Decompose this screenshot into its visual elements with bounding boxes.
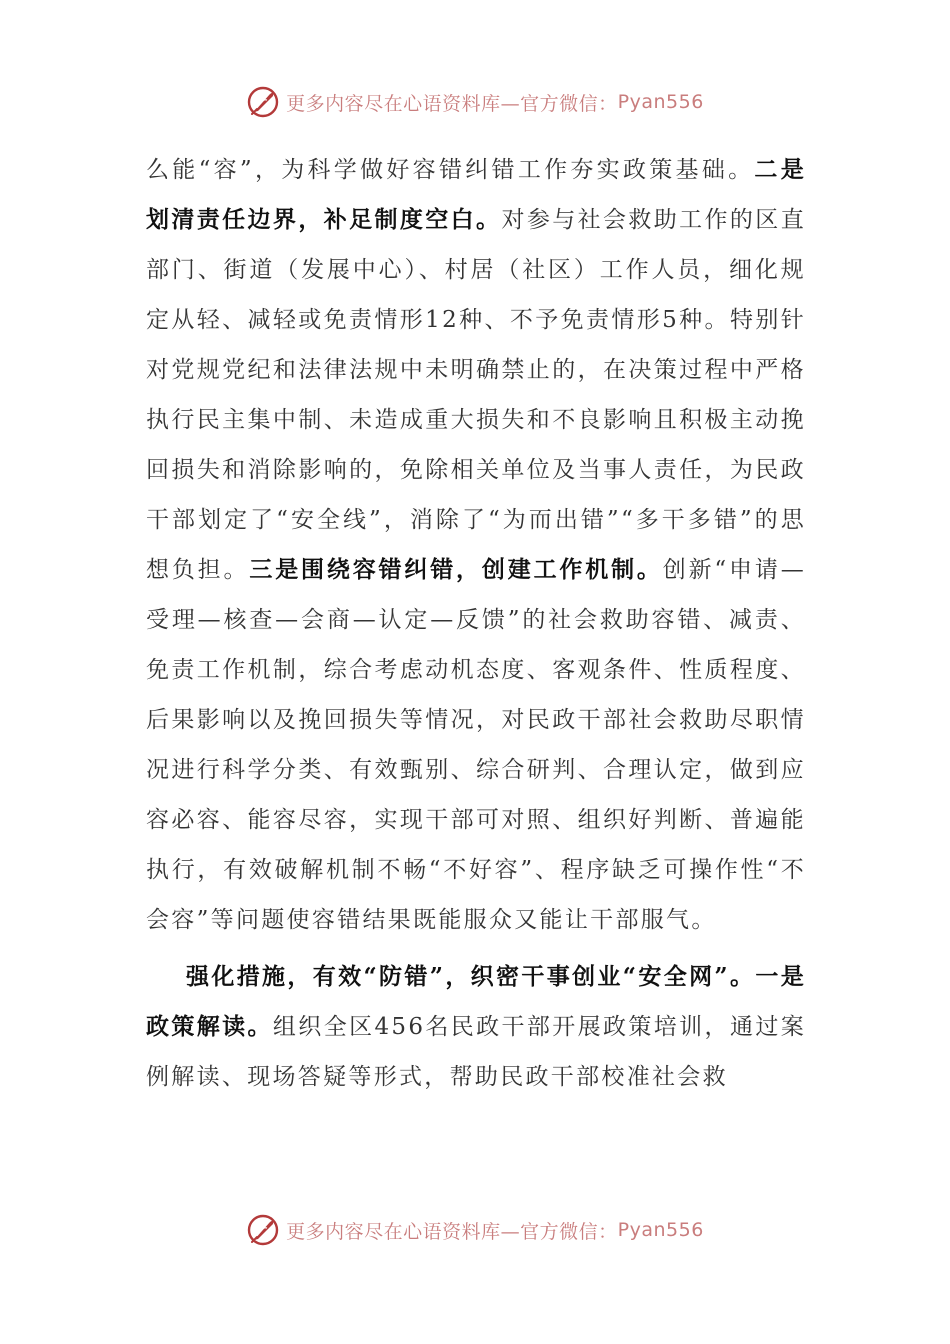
document-body [146,145,806,1102]
header-banner [0,82,950,122]
quill-logo-icon [246,1213,280,1247]
paragraph-2 [146,952,806,1102]
paragraph-1-heading-2: 二是划清责任边界，补足制度空白。 [146,156,806,233]
banner-text: 更多内容尽在心语资料库—官方微信： [286,92,618,115]
banner-text: 更多内容尽在心语资料库—官方微信： [286,1220,618,1243]
paragraph-2-heading: 强化措施，有效“防错”，织密干事创业“安全网”。一是政策解读。 [146,963,806,1040]
footer-banner [0,1210,950,1250]
paragraph-1-sentence-3: 创新“申请—受理—核查—会商—认定—反馈”的社会救助容错、减责、免责工作机制，综合考虑动机态度、客观条件、性质程度、后果影响以及挽回损失等情况，对民政干部社会救助尽职情况进行科学分类、有效甄别、综合研判、合理认定，做到应容必容、能容尽容，实现干部可对照、组织好判断、普遍能执行，有效破解机制不畅“不好容”、程序缺乏可操作性“不会容”等问题使容错结果既能服众又能让干部服气。 [146,557,806,933]
banner-wechat-id: Pyan556 [617,1219,704,1241]
paragraph-2-sentence-1: 组织全区456名民政干部开展政策培训，通过案例解读、现场答疑等形式，帮助民政干部校准社会救 [146,1014,807,1090]
paragraph-1-sentence-2: 对参与社会救助工作的区直部门、街道（发展中心）、村居（社区）工作人员，细化规定从轻、减轻或免责情形12种、不予免责情形5种。特别针对党规党纪和法律法规中未明确禁止的，在决策过程中严格执行民主集中制、未造成重大损失和不良影响且积极主动挽回损失和消除影响的，免除相关单位及当事人责任，为民政干部划定了“安全线”，消除了“为而出错”“多干多错”的思想负担。 [146,207,806,583]
paragraph-1-sentence-1: 么能“容”，为科学做好容错纠错工作夯实政策基础。 [146,157,755,183]
paragraph-1 [146,145,806,945]
paragraph-1-heading-3: 三是围绕容错纠错，创建工作机制。 [249,556,663,583]
banner-wechat-id: Pyan556 [617,91,704,113]
quill-logo-icon [246,85,280,119]
